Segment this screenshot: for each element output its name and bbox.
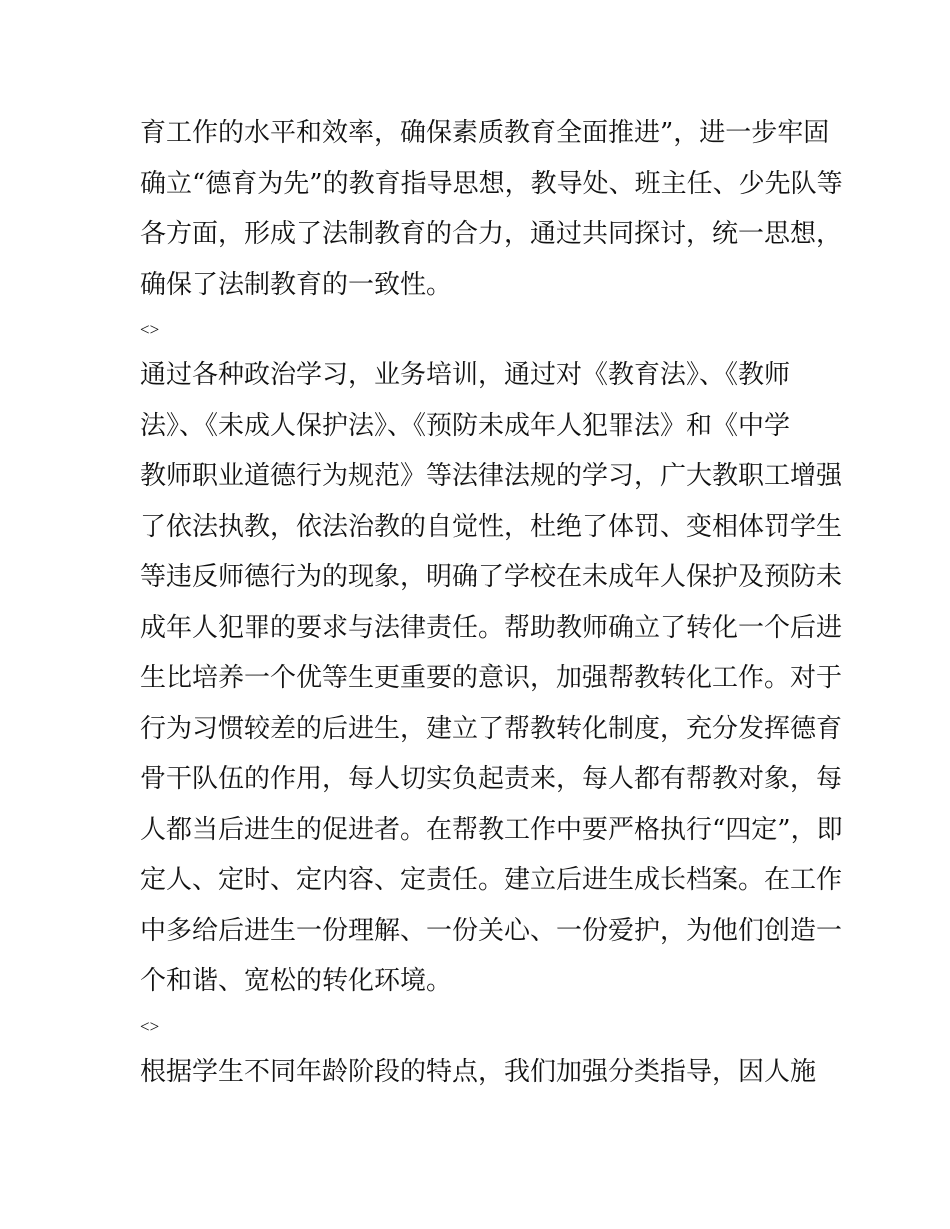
document-body — [140, 108, 843, 1097]
text-line: 根据学生不同年龄阶段的特点，我们加强分类指导，因人施 — [140, 1056, 817, 1087]
text-line: 教师职业道德行为规范》等法律法规的学习，广大教职工增强 — [140, 461, 843, 491]
text-line: 通过各种政治学习，业务培训，通过对《教育法》、《教师 — [140, 360, 791, 390]
section-marker: <> — [140, 320, 160, 339]
text-line: 成年人犯罪的要求与法律责任。帮助教师确立了转化一个后进 — [140, 612, 843, 643]
text-line: 行为习惯较差的后进生，建立了帮教转化制度，充分发挥德育 — [140, 713, 843, 744]
paragraph-2 — [140, 350, 843, 1007]
text-line: 确立“德育为先”的教育指导思想，教导处、班主任、少先队等 — [140, 168, 843, 199]
text-line: 中多给后进生一份理解、一份关心、一份爱护，为他们创造一 — [140, 915, 843, 946]
text-line: 了依法执教，依法治教的自觉性，杜绝了体罚、变相体罚学生 — [140, 511, 843, 542]
text-line: 各方面，形成了法制教育的合力，通过共同探讨，统一思想， — [140, 219, 843, 249]
text-line: 法》、《未成人保护法》、《预防未成年人犯罪法》和《中学 — [140, 410, 791, 441]
text-line: 确保了法制教育的一致性。 — [140, 269, 453, 300]
text-line: 骨干队伍的作用，每人切实负起责来，每人都有帮教对象，每 — [140, 764, 843, 794]
text-line: 个和谐、宽松的转化环境。 — [140, 966, 453, 996]
text-line: 等违反师德行为的现象，明确了学校在未成年人保护及预防未 — [140, 562, 843, 592]
paragraph-3 — [140, 1047, 820, 1098]
text-line: 定人、定时、定内容、定责任。建立后进生成长档案。在工作 — [140, 865, 843, 895]
paragraph-1 — [140, 108, 843, 310]
text-line: 育工作的水平和效率，确保素质教育全面推进”，进一步牢固 — [140, 118, 830, 148]
text-line: 生比培养一个优等生更重要的意识，加强帮教转化工作。对于 — [140, 663, 843, 693]
section-marker: <> — [140, 1016, 160, 1036]
text-line: 人都当后进生的促进者。在帮教工作中要严格执行“四定”，即 — [140, 814, 843, 845]
